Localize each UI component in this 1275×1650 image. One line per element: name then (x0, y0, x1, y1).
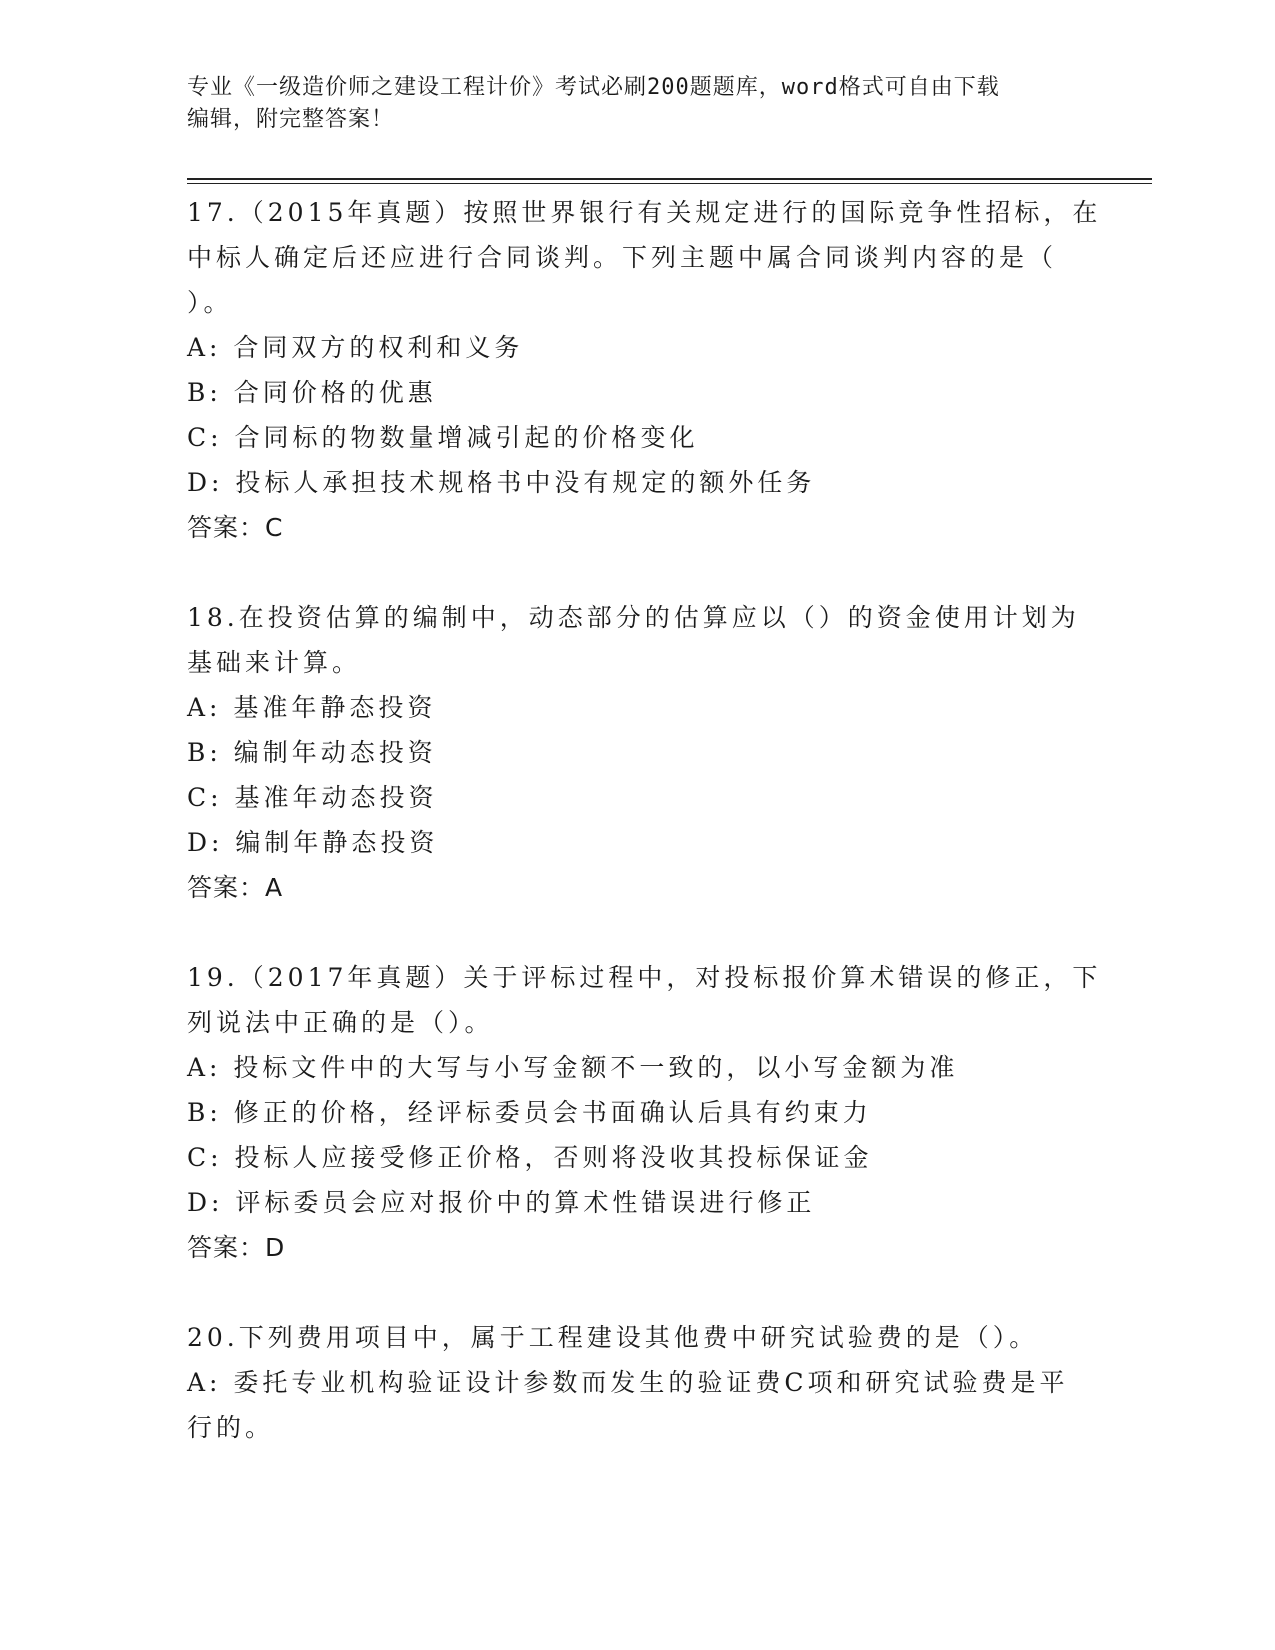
question-stem-line: 19.（2017年真题）关于评标过程中，对投标报价算术错误的修正，下 (187, 963, 1102, 992)
option-c: C: 投标人应接受修正价格，否则将没收其投标保证金 (187, 1143, 873, 1172)
header-divider-thick (187, 178, 1152, 180)
option-d: D: 编制年静态投资 (187, 828, 439, 857)
option-a-continued: 行的。 (187, 1413, 275, 1442)
header-divider-thin (187, 183, 1152, 184)
question-17 (187, 190, 1102, 550)
document-header (187, 72, 1087, 136)
option-b: B: 修正的价格，经评标委员会书面确认后具有约束力 (187, 1098, 872, 1127)
answer-label: 答案：D (187, 1233, 286, 1262)
answer-label: 答案：A (187, 873, 284, 902)
option-a: A: 委托专业机构验证设计参数而发生的验证费C项和研究试验费是平 (187, 1368, 1069, 1397)
question-20 (187, 1315, 1087, 1450)
option-a: A: 投标文件中的大写与小写金额不一致的，以小写金额为准 (187, 1053, 959, 1082)
question-stem-line: 列说法中正确的是（）。 (187, 1008, 494, 1037)
option-d: D: 评标委员会应对报价中的算术性错误进行修正 (187, 1188, 816, 1217)
option-b: B: 合同价格的优惠 (187, 378, 437, 407)
question-list (187, 190, 1102, 1495)
option-c: C: 合同标的物数量增减引起的价格变化 (187, 423, 699, 452)
question-stem-line: 中标人确定后还应进行合同谈判。下列主题中属合同谈判内容的是（ (187, 243, 1058, 272)
option-b: B: 编制年动态投资 (187, 738, 437, 767)
option-a: A: 合同双方的权利和义务 (187, 333, 524, 362)
question-stem-line: ）。 (187, 288, 233, 317)
question-18 (187, 595, 1087, 910)
question-19 (187, 955, 1102, 1270)
header-line-2: 编辑，附完整答案！ (187, 107, 395, 132)
answer-label: 答案：C (187, 513, 284, 542)
question-stem-line: 20.下列费用项目中，属于工程建设其他费中研究试验费的是（）。 (187, 1323, 1039, 1352)
option-c: C: 基准年动态投资 (187, 783, 438, 812)
option-d: D: 投标人承担技术规格书中没有规定的额外任务 (187, 468, 816, 497)
header-line-1: 专业《一级造价师之建设工程计价》考试必刷200题题库，word格式可自由下载 (187, 75, 1000, 100)
question-stem-line: 17.（2015年真题）按照世界银行有关规定进行的国际竞争性招标，在 (187, 198, 1102, 227)
option-a: A: 基准年静态投资 (187, 693, 437, 722)
question-stem-line: 基础来计算。 (187, 648, 362, 677)
question-stem-line: 18.在投资估算的编制中，动态部分的估算应以（）的资金使用计划为 (187, 603, 1080, 632)
